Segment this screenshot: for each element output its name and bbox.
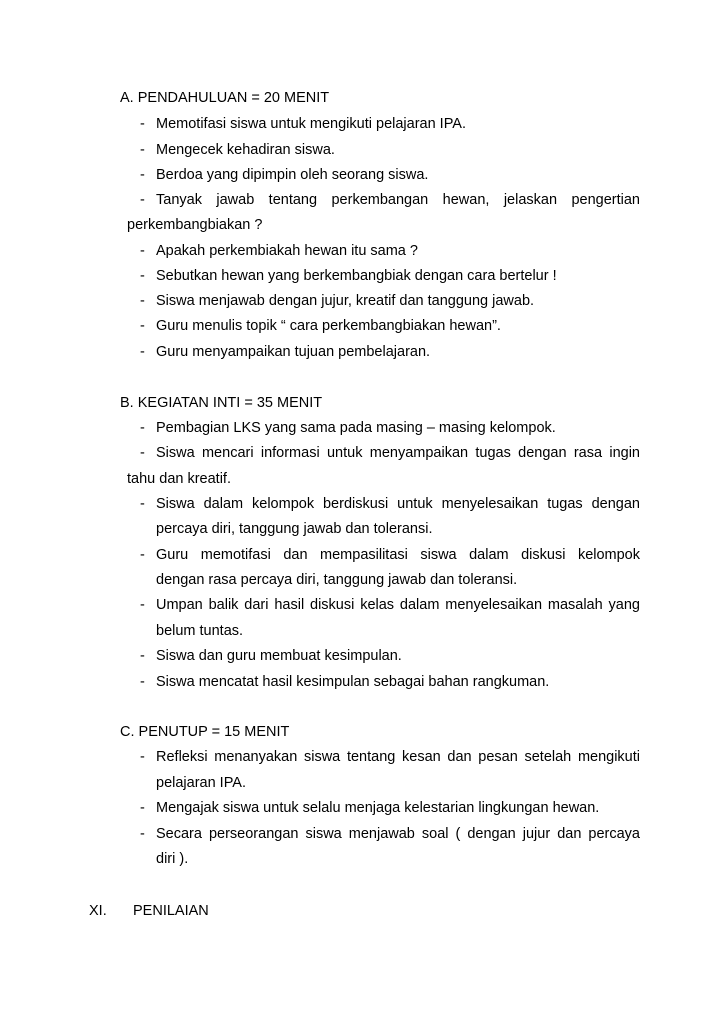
list-item-text: Refleksi menanyakan siswa tentang kesan dan pesan setelah mengikuti	[156, 749, 640, 765]
list-item-text: Siswa mencatat hasil kesimpulan sebagai bahan rangkuman.	[156, 674, 550, 690]
list-item-text: Guru memotifasi dan mempasilitasi siswa dalam diskusi kelompok	[156, 547, 640, 563]
list-item-text: Pembagian LKS yang sama pada masing – masing kelompok.	[156, 420, 556, 436]
bullet-dash: -	[140, 547, 145, 563]
list-item-text: Sebutkan hewan yang berkembangbiak dengan cara bertelur !	[156, 268, 557, 284]
bullet-dash: -	[140, 597, 145, 613]
list-item-text: Apakah perkembiakah hewan itu sama ?	[156, 243, 418, 259]
list-item-text: Guru menulis topik “ cara perkembangbiakan hewan”.	[156, 318, 501, 334]
bullet-dash: -	[140, 243, 145, 259]
list-item-continuation: tahu dan kreatif.	[127, 471, 231, 487]
bullet-dash: -	[140, 167, 145, 183]
list-item-text: Siswa menjawab dengan jujur, kreatif dan tanggung jawab.	[156, 293, 535, 309]
list-item-text: Umpan balik dari hasil diskusi kelas dalam menyelesaikan masalah yang	[156, 597, 640, 613]
list-item-continuation: pelajaran IPA.	[156, 775, 247, 791]
bullet-dash: -	[140, 268, 145, 284]
bullet-dash: -	[140, 826, 145, 842]
bullet-dash: -	[140, 142, 145, 158]
bullet-dash: -	[140, 648, 145, 664]
list-item-text: Siswa mencari informasi untuk menyampaikan tugas dengan rasa ingin	[156, 445, 640, 461]
list-item-text: Secara perseorangan siswa menjawab soal ( dengan jujur dan percaya	[156, 826, 640, 842]
section-title: PENILAIAN	[133, 903, 209, 919]
bullet-dash: -	[140, 344, 145, 360]
bullet-dash: -	[140, 749, 145, 765]
section-number: XI.	[89, 903, 107, 919]
bullet-dash: -	[140, 293, 145, 309]
bullet-dash: -	[140, 420, 145, 436]
list-item-text: Memotifasi siswa untuk mengikuti pelajaran IPA.	[156, 116, 467, 132]
bullet-dash: -	[140, 674, 145, 690]
bullet-dash: -	[140, 800, 145, 816]
list-item-continuation: belum tuntas.	[156, 623, 244, 639]
list-item-text: Mengajak siswa untuk selalu menjaga kelestarian lingkungan hewan.	[156, 800, 600, 816]
section-a-heading: A. PENDAHULUAN = 20 MENIT	[120, 90, 330, 106]
bullet-dash: -	[140, 192, 145, 208]
list-item-continuation: dengan rasa percaya diri, tanggung jawab dan toleransi.	[156, 572, 518, 588]
list-item-text: Siswa dalam kelompok berdiskusi untuk menyelesaikan tugas dengan	[156, 496, 640, 512]
list-item-text: Guru menyampaikan tujuan pembelajaran.	[156, 344, 431, 360]
section-b-heading: B. KEGIATAN INTI = 35 MENIT	[120, 395, 323, 411]
bullet-dash: -	[140, 116, 145, 132]
list-item-text: Tanyak jawab tentang perkembangan hewan, jelaskan pengertian	[156, 192, 640, 208]
section-c-heading: C. PENUTUP = 15 MENIT	[120, 724, 290, 740]
list-item-continuation: diri ).	[156, 851, 189, 867]
bullet-dash: -	[140, 496, 145, 512]
list-item-text: Berdoa yang dipimpin oleh seorang siswa.	[156, 167, 429, 183]
list-item-text: Siswa dan guru membuat kesimpulan.	[156, 648, 402, 664]
bullet-dash: -	[140, 318, 145, 334]
list-item-text: Mengecek kehadiran siswa.	[156, 142, 335, 158]
bullet-dash: -	[140, 445, 145, 461]
list-item-continuation: perkembangbiakan ?	[127, 217, 263, 233]
list-item-continuation: percaya diri, tanggung jawab dan toleransi.	[156, 521, 433, 537]
